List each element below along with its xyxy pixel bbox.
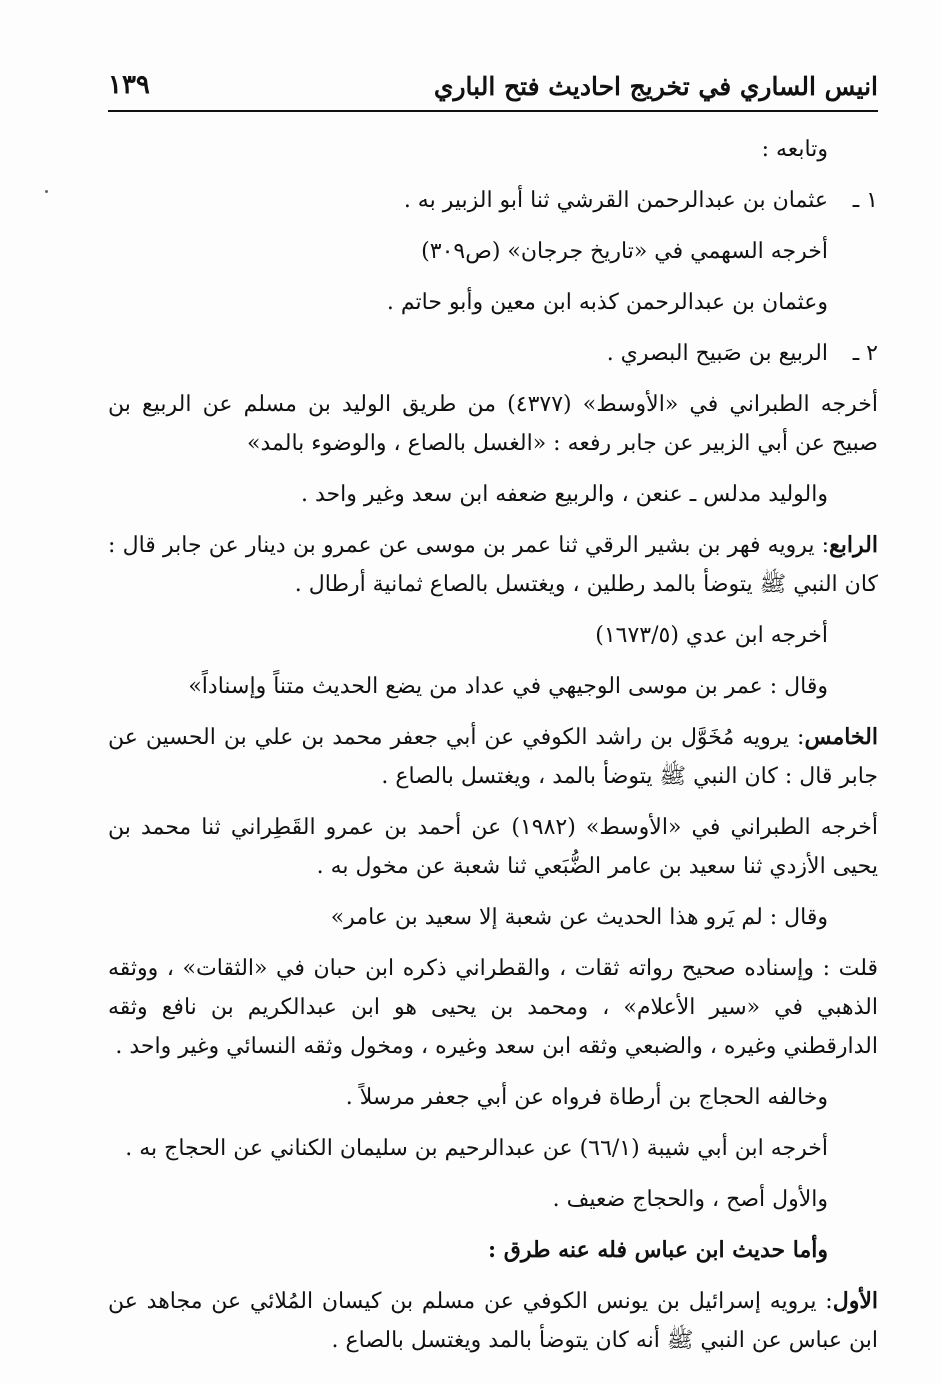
paragraph-tabarani-awsat: أخرجه الطبراني في «الأوسط» (٤٣٧٧) من طريق الوليد بن مسلم عن الربيع بن صبيح عن أبي الزبير عن جابر رفعه : «الغسل بالصاع ، والوضوء بالمد»: [108, 392, 879, 456]
paragraph-awwal-asahh: والأول أصح ، والحجاج ضعيف .: [552, 1187, 828, 1212]
paragraph-rabi-text: : يرويه فهر بن بشير الرقي ثنا عمر بن موسى عن عمرو بن دينار عن جابر قال : كان النبي ﷺ يتوضأ بالمد رطلين ، ويغتسل بالصاع ثمانية أرطال .: [108, 533, 878, 597]
paragraph-sahmi: أخرجه السهمي في «تاريخ جرجان» (ص٣٠٩): [421, 239, 828, 264]
section-label-khamis: الخامس: [804, 724, 878, 750]
paragraph-khamis: [108, 718, 878, 796]
section-label-awwal: الأول: [832, 1288, 878, 1314]
page-number: ١٣٩: [108, 70, 150, 100]
paragraph-khamis-text: : يرويه مُخَوَّل بن راشد الكوفي عن أبي جعفر محمد بن علي بن الحسين عن جابر قال : كان النبي ﷺ يتوضأ بالمد ، ويغتسل بالصاع .: [108, 725, 878, 789]
paragraph-lam-yarwi: وقال : لم يَرو هذا الحديث عن شعبة إلا سعيد بن عامر»: [330, 905, 828, 930]
list-item-2-text: الربيع بن صَبيح البصري .: [606, 341, 828, 366]
paragraph-awwal-text: : يرويه إسرائيل بن يونس الكوفي عن مسلم بن كيسان المُلائي عن مجاهد عن ابن عباس عن النبي ﷺ أنه كان يتوضأ بالمد ويغتسل بالصاع .: [108, 1289, 878, 1353]
paragraph-tabaahu: وتابعه :: [761, 137, 828, 162]
page-body: [108, 130, 878, 1372]
list-item-1: [108, 181, 878, 220]
paragraph-ibn-abi-shayba: أخرجه ابن أبي شيبة (٦٦/١) عن عبدالرحيم بن سليمان الكناني عن الحجاج به .: [125, 1136, 828, 1161]
margin-speck: [45, 190, 48, 193]
list-item-1-number: ١ ـ: [852, 188, 878, 213]
list-item-2-number: ٢ ـ: [852, 341, 878, 366]
paragraph-walid: والوليد مدلس ـ عنعن ، والربيع ضعفه ابن سعد وغير واحد .: [300, 482, 828, 507]
running-title: انيس الساري في تخريج احاديث فتح الباري: [433, 72, 878, 101]
paragraph-hajjaj: وخالفه الحجاج بن أرطاة فرواه عن أبي جعفر مرسلاً .: [345, 1085, 828, 1110]
paragraph-uthman: وعثمان بن عبدالرحمن كذبه ابن معين وأبو حاتم .: [386, 290, 828, 315]
paragraph-rabi: [108, 526, 878, 604]
paragraph-tabarani-1982: أخرجه الطبراني في «الأوسط» (١٩٨٢) عن أحمد بن عمرو القَطِراني ثنا محمد بن يحيى الأزدي ثنا سعيد بن عامر الضُّبَعي ثنا شعبة عن مخول به .: [108, 815, 879, 879]
paragraph-umar-musa: وقال : عمر بن موسى الوجيهي في عداد من يضع الحديث متناً وإسناداً»: [188, 674, 828, 699]
list-item-2: [108, 334, 878, 373]
paragraph-qultu: قلت : وإسناده صحيح رواته ثقات ، والقطراني ذكره ابن حبان في «الثقات» ، ووثقه الذهبي في «سير الأعلام» ، ومحمد بن يحيى هو ابن عبدالكريم بن نافع وثقه الدارقطني وغيره ، والضبعي وثقه ابن سعد وغيره ، ومخول وثقه النسائي وغير واحد .: [108, 956, 878, 1059]
list-item-1-text: عثمان بن عبدالرحمن القرشي ثنا أبو الزبير به .: [403, 188, 828, 213]
section-label-rabi: الرابع: [829, 532, 878, 558]
page-header: [108, 62, 878, 112]
paragraph-awwal: [108, 1282, 878, 1360]
section-heading-ibn-abbas: وأما حديث ابن عباس فله عنه طرق :: [487, 1237, 828, 1263]
paragraph-ibn-adi: أخرجه ابن عدي (١٦٧٣/٥): [595, 623, 828, 648]
